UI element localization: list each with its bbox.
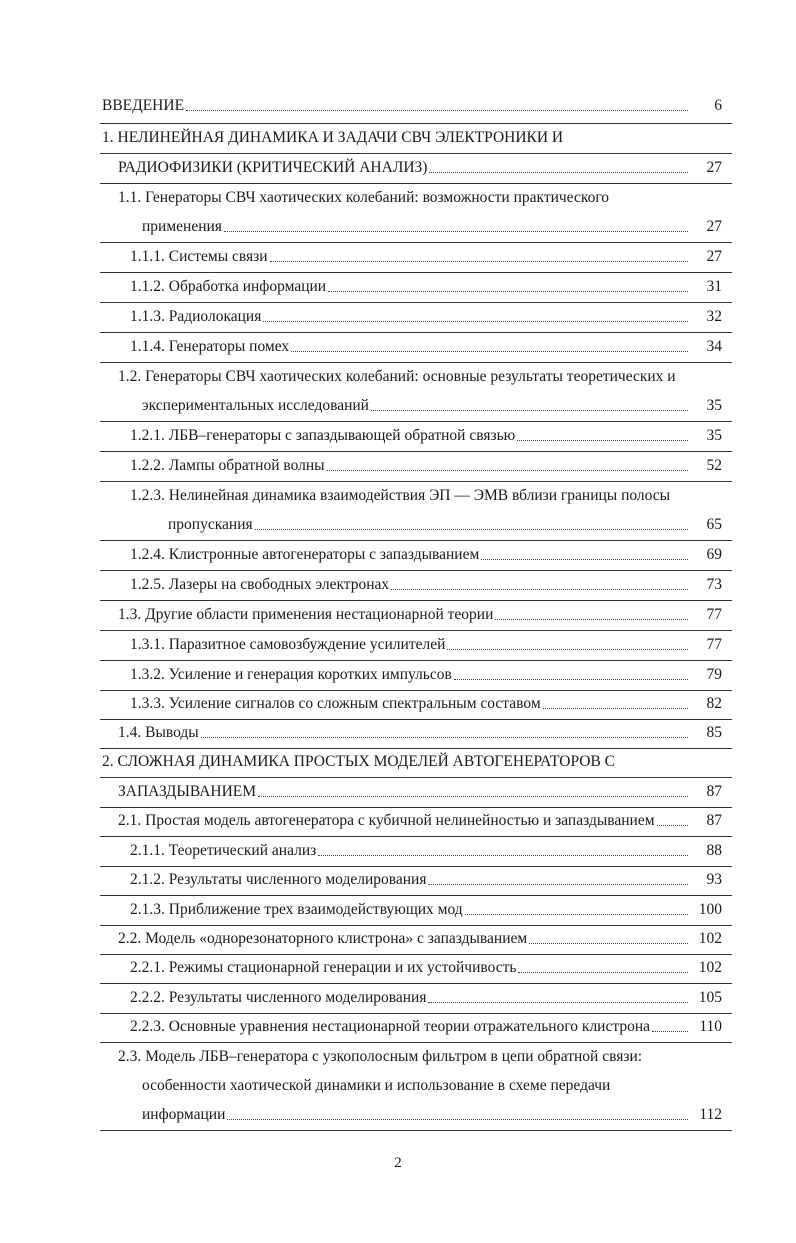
toc-entry-text: 1.3. Другие области применения нестационарной теории <box>118 606 494 623</box>
divider <box>100 481 732 482</box>
toc-entry-text: 1.3.3. Усиление сигналов со сложным спектральным составом <box>130 695 541 712</box>
toc-entry <box>142 1074 692 1096</box>
toc-page-number: 77 <box>706 636 722 653</box>
toc-entry-text: экспериментальных исследований <box>142 397 369 414</box>
toc-entry-text: 2.1.3. Приближение трех взаимодействующих мод <box>130 901 463 918</box>
toc-entry <box>102 126 692 148</box>
toc-entry <box>118 156 692 178</box>
toc-page-number: 27 <box>706 218 722 235</box>
toc-entry-text: 2.1. Простая модель автогенератора с кубичной нелинейностью и запаздыванием <box>118 812 655 829</box>
divider <box>100 183 732 184</box>
divider <box>100 451 732 452</box>
toc-entry-text: 1.2.1. ЛБВ–генераторы с запаздывающей обратной связью <box>130 427 516 444</box>
divider <box>100 600 732 601</box>
divider <box>100 690 732 691</box>
toc-entry-text: 1.1. Генераторы СВЧ хаотических колебаний: возможности практического <box>118 189 610 206</box>
toc-entry <box>102 94 692 116</box>
toc-page-number: 32 <box>706 308 722 325</box>
toc-page-number: 35 <box>706 427 722 444</box>
toc-page-number: 100 <box>698 901 722 918</box>
toc-page-number: 88 <box>706 842 722 859</box>
toc-entry-text: 1.1.3. Радиолокация <box>130 308 262 325</box>
divider <box>100 153 732 154</box>
toc-entry-text: 2.2.3. Основные уравнения нестационарной теории отражательного клистрона <box>130 1018 650 1035</box>
toc-entry-text: 2.1.1. Теоретический анализ <box>130 842 317 859</box>
toc-entry <box>118 186 692 208</box>
toc-entry-text: 2.2.2. Результаты численного моделирования <box>130 989 427 1006</box>
toc-page-number: 35 <box>706 397 722 414</box>
divider <box>100 272 732 273</box>
toc-entry-text: 2.1.2. Результаты численного моделирования <box>130 871 427 888</box>
toc-entry <box>130 839 692 861</box>
toc-leader-dots <box>429 172 688 173</box>
toc-leader-dots <box>428 884 688 885</box>
toc-entry <box>142 215 692 237</box>
toc-page-number: 110 <box>699 1018 722 1035</box>
toc-leader-dots <box>186 110 688 111</box>
divider <box>100 242 732 243</box>
toc-page-number: 105 <box>698 989 722 1006</box>
toc-entry-text: РАДИОФИЗИКИ (КРИТИЧЕСКИЙ АНАЛИЗ) <box>118 159 428 176</box>
toc-entry <box>130 633 692 655</box>
toc-entry-text: пропускания <box>168 516 253 533</box>
divider <box>100 925 732 926</box>
toc-entry <box>142 1103 692 1125</box>
toc-page-number: 65 <box>706 516 722 533</box>
toc-leader-dots <box>318 855 688 856</box>
toc-page-number: 77 <box>706 606 722 623</box>
toc-page-number: 79 <box>706 666 722 683</box>
toc-page-number: 31 <box>706 278 722 295</box>
divider <box>100 983 732 984</box>
divider <box>100 302 732 303</box>
divider <box>100 748 732 749</box>
toc-leader-dots <box>255 529 688 530</box>
divider <box>100 719 732 720</box>
toc-page-number: 27 <box>706 159 722 176</box>
toc-entry <box>130 986 692 1008</box>
toc-leader-dots <box>263 321 688 322</box>
toc-page-number: 85 <box>706 724 722 741</box>
toc-entry-text: 1.2.5. Лазеры на свободных электронах <box>130 576 390 593</box>
toc-entry <box>118 603 692 625</box>
divider <box>100 660 732 661</box>
toc-entry <box>130 245 692 267</box>
toc-page-number: 27 <box>706 248 722 265</box>
toc-page-number: 87 <box>706 783 722 800</box>
toc-entry <box>118 780 692 802</box>
divider <box>100 1130 732 1131</box>
toc-leader-dots <box>270 261 688 262</box>
toc-entry-text: 1.1.1. Системы связи <box>130 248 268 265</box>
toc-leader-dots <box>371 410 688 411</box>
toc-entry <box>130 1015 692 1037</box>
toc-entry-text: 1. НЕЛИНЕЙНАЯ ДИНАМИКА И ЗАДАЧИ СВЧ ЭЛЕКТРОНИКИ И <box>102 129 564 146</box>
toc-page-number: 82 <box>706 695 722 712</box>
toc-page-number: 73 <box>706 576 722 593</box>
toc-leader-dots <box>543 708 688 709</box>
toc-entry <box>142 394 692 416</box>
toc-leader-dots <box>291 351 688 352</box>
toc-entry <box>130 573 692 595</box>
toc-leader-dots <box>328 291 688 292</box>
toc-entry-text: 1.1.4. Генераторы помех <box>130 338 290 355</box>
toc-entry-text: 1.2.4. Клистронные автогенераторы с запаздыванием <box>130 546 480 563</box>
toc-entry <box>130 484 692 506</box>
toc-entry <box>118 1045 708 1067</box>
toc-entry-text: 1.2.3. Нелинейная динамика взаимодействия ЭП — ЭМВ вблизи границы полосы <box>130 487 671 504</box>
toc-entry-text: 2.2. Модель «однорезонаторного клистрона» с запаздыванием <box>118 930 528 947</box>
toc-entry <box>130 305 692 327</box>
toc-leader-dots <box>495 619 688 620</box>
toc-leader-dots <box>428 1002 688 1003</box>
toc-entry-text: 1.1.2. Обработка информации <box>130 278 327 295</box>
toc-leader-dots <box>517 440 688 441</box>
toc-entry <box>118 809 692 831</box>
divider <box>100 540 732 541</box>
toc-entry <box>130 692 692 714</box>
toc-page-number: 102 <box>698 930 722 947</box>
toc-leader-dots <box>454 679 688 680</box>
divider <box>100 1013 732 1014</box>
toc-entry <box>130 956 692 978</box>
toc-leader-dots <box>465 914 688 915</box>
toc-entry-text: ЗАПАЗДЫВАНИЕМ <box>118 783 257 800</box>
toc-leader-dots <box>327 470 688 471</box>
toc-entry <box>130 543 692 565</box>
toc-leader-dots <box>227 1119 688 1120</box>
toc-entry-text: 2.3. Модель ЛБВ–генератора с узкополосным фильтром в цепи обратной связи: <box>118 1048 643 1065</box>
divider <box>100 836 732 837</box>
page-number: 2 <box>394 1155 402 1171</box>
toc-leader-dots <box>224 231 688 232</box>
divider <box>100 123 732 124</box>
toc-page-number: 112 <box>699 1106 722 1123</box>
toc-entry <box>118 721 692 743</box>
toc-page-number: 102 <box>698 959 722 976</box>
toc-entry <box>102 750 692 772</box>
toc-leader-dots <box>201 737 688 738</box>
toc-page-number: 93 <box>706 871 722 888</box>
toc-entry-text: 1.2.2. Лампы обратной волны <box>130 457 325 474</box>
toc-entry <box>130 898 692 920</box>
divider <box>100 332 732 333</box>
toc-entry-text: особенности хаотической динамики и использование в схеме передачи <box>142 1077 611 1094</box>
toc-leader-dots <box>529 943 688 944</box>
toc-entry-text: ВВЕДЕНИЕ <box>102 97 185 114</box>
toc-entry-text: 2.2.1. Режимы стационарной генерации и их устойчивость <box>130 959 517 976</box>
toc-page-number: 87 <box>706 812 722 829</box>
toc-entry <box>130 663 692 685</box>
divider <box>100 954 732 955</box>
toc-entry-text: 1.3.2. Усиление и генерация коротких импульсов <box>130 666 452 683</box>
divider <box>100 630 732 631</box>
toc-leader-dots <box>518 972 688 973</box>
toc-entry <box>130 454 692 476</box>
divider <box>100 421 732 422</box>
toc-entry <box>130 424 692 446</box>
toc-entry-text: применения <box>142 218 222 235</box>
toc-entry-text: информации <box>142 1106 226 1123</box>
toc-leader-dots <box>258 796 688 797</box>
toc-page-number: 52 <box>706 457 722 474</box>
divider <box>100 807 732 808</box>
divider <box>100 866 732 867</box>
toc-entry <box>118 365 708 387</box>
toc-entry-text: 1.3.1. Паразитное самовозбуждение усилителей <box>130 636 446 653</box>
divider <box>100 362 732 363</box>
toc-page-number: 6 <box>714 97 722 114</box>
toc-entry <box>130 275 692 297</box>
toc-entry-text: 2. СЛОЖНАЯ ДИНАМИКА ПРОСТЫХ МОДЕЛЕЙ АВТОГЕНЕРАТОРОВ С <box>102 753 616 770</box>
toc-page-number: 34 <box>706 338 722 355</box>
divider <box>100 895 732 896</box>
divider <box>100 777 732 778</box>
toc-leader-dots <box>447 649 688 650</box>
toc-leader-dots <box>481 559 688 560</box>
toc-entry-text: 1.4. Выводы <box>118 724 199 741</box>
toc-page-number: 69 <box>706 546 722 563</box>
divider <box>100 1042 732 1043</box>
toc-entry <box>168 513 692 535</box>
toc-entry <box>130 335 692 357</box>
toc-entry <box>118 927 692 949</box>
toc-entry <box>130 868 692 890</box>
toc-entry-text: 1.2. Генераторы СВЧ хаотических колебаний: основные результаты теоретических и <box>118 368 676 385</box>
toc-leader-dots <box>391 589 688 590</box>
divider <box>100 570 732 571</box>
